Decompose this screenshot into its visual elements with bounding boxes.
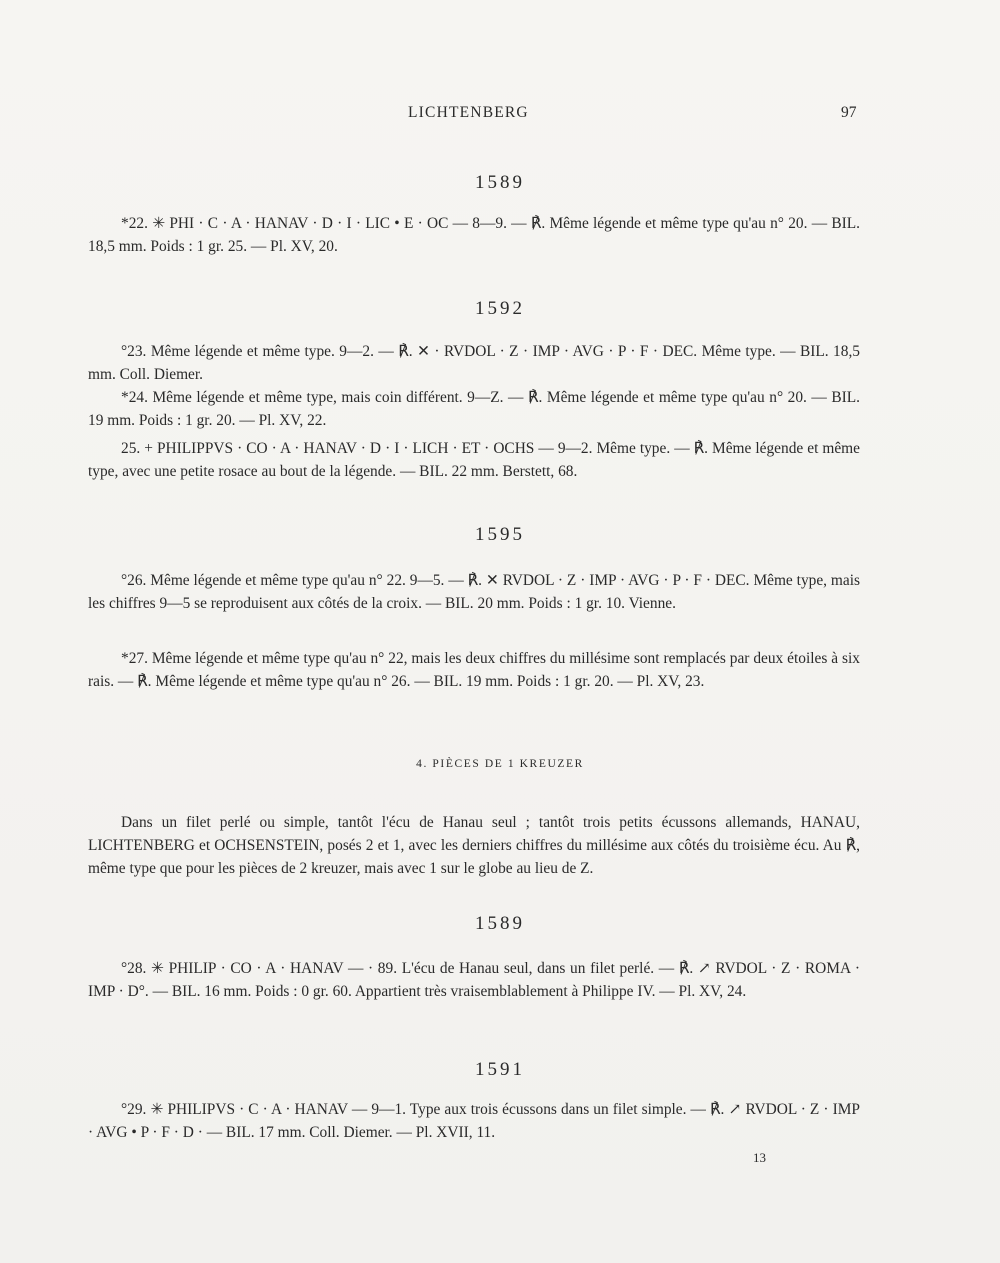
year-heading: 1589 [475,913,525,934]
intro-paragraph: Dans un filet perlé ou simple, tantôt l'écu de Hanau seul ; tantôt trois petits écussons allemands, HANAU, LICHTENBERG et OCHSENSTEIN, posés 2 et 1, avec les derniers chiffres du millésime aux côtés du troisième écu. Au ℟, même type que pour les pièces de 2 kreuzer, mais avec 1 sur le globe au lieu de Z. [88,814,860,877]
year-heading: 1589 [475,172,525,193]
page-number: 97 [841,104,857,121]
entry-22: *22. ✳ PHI · C · A · HANAV · D · I · LIC • E · OC — 8—9. — ℟. Même légende et même type qu'au n° 20. — BIL. 18,5 mm. Poids : 1 gr. 25. — Pl. XV, 20. [88,215,860,255]
signature-mark: 13 [753,1150,766,1165]
year-heading: 1595 [475,524,525,545]
entry-25: 25. + PHILIPPVS · CO · A · HANAV · D · I · LICH · ET · OCHS — 9—2. Même type. — ℟. Même légende et même type, avec une petite rosace au bout de la légende. — BIL. 22 mm. Berstett, 68. [88,440,860,480]
entry-29: °29. ✳ PHILIPVS · C · A · HANAV — 9—1. Type aux trois écussons dans un filet simple. — ℟. ↗ RVDOL · Z · IMP · AVG • P · F · D · — BIL. 17 mm. Coll. Diemer. — Pl. XVII, 11. [88,1101,860,1141]
entry-28: °28. ✳ PHILIP · CO · A · HANAV — · 89. L'écu de Hanau seul, dans un filet perlé. — ℟. ↗ RVDOL · Z · ROMA · IMP · D°. — BIL. 16 mm. Poids : 0 gr. 60. Appartient très vraisemblablement à Philippe IV. — Pl. XV, 24. [88,960,860,1000]
section-heading: 4. PIÈCES DE 1 KREUZER [416,758,584,770]
running-header [0,104,1000,128]
entry-26: °26. Même légende et même type qu'au n° 22. 9—5. — ℟. ✕ RVDOL · Z · IMP · AVG · P · F · DEC. Même type, mais les chiffres 9—5 se reproduisent aux côtés de la croix. — BIL. 20 mm. Poids : 1 gr. 10. Vienne. [88,572,860,612]
entry-27: *27. Même légende et même type qu'au n° 22, mais les deux chiffres du millésime sont remplacés par deux étoiles à six rais. — ℟. Même légende et même type qu'au n° 26. — BIL. 19 mm. Poids : 1 gr. 20. — Pl. XV, 23. [88,650,860,690]
entry-23: °23. Même légende et même type. 9—2. — ℟. ✕ · RVDOL · Z · IMP · AVG · P · F · DEC. Même type. — BIL. 18,5 mm. Coll. Diemer. [88,343,860,383]
entry-24: *24. Même légende et même type, mais coin différent. 9—Z. — ℟. Même légende et même type qu'au n° 20. — BIL. 19 mm. Poids : 1 gr. 20. — Pl. XV, 22. [88,389,860,429]
year-heading: 1591 [475,1059,525,1080]
header-title: LICHTENBERG [408,104,529,121]
year-heading: 1592 [475,298,525,319]
